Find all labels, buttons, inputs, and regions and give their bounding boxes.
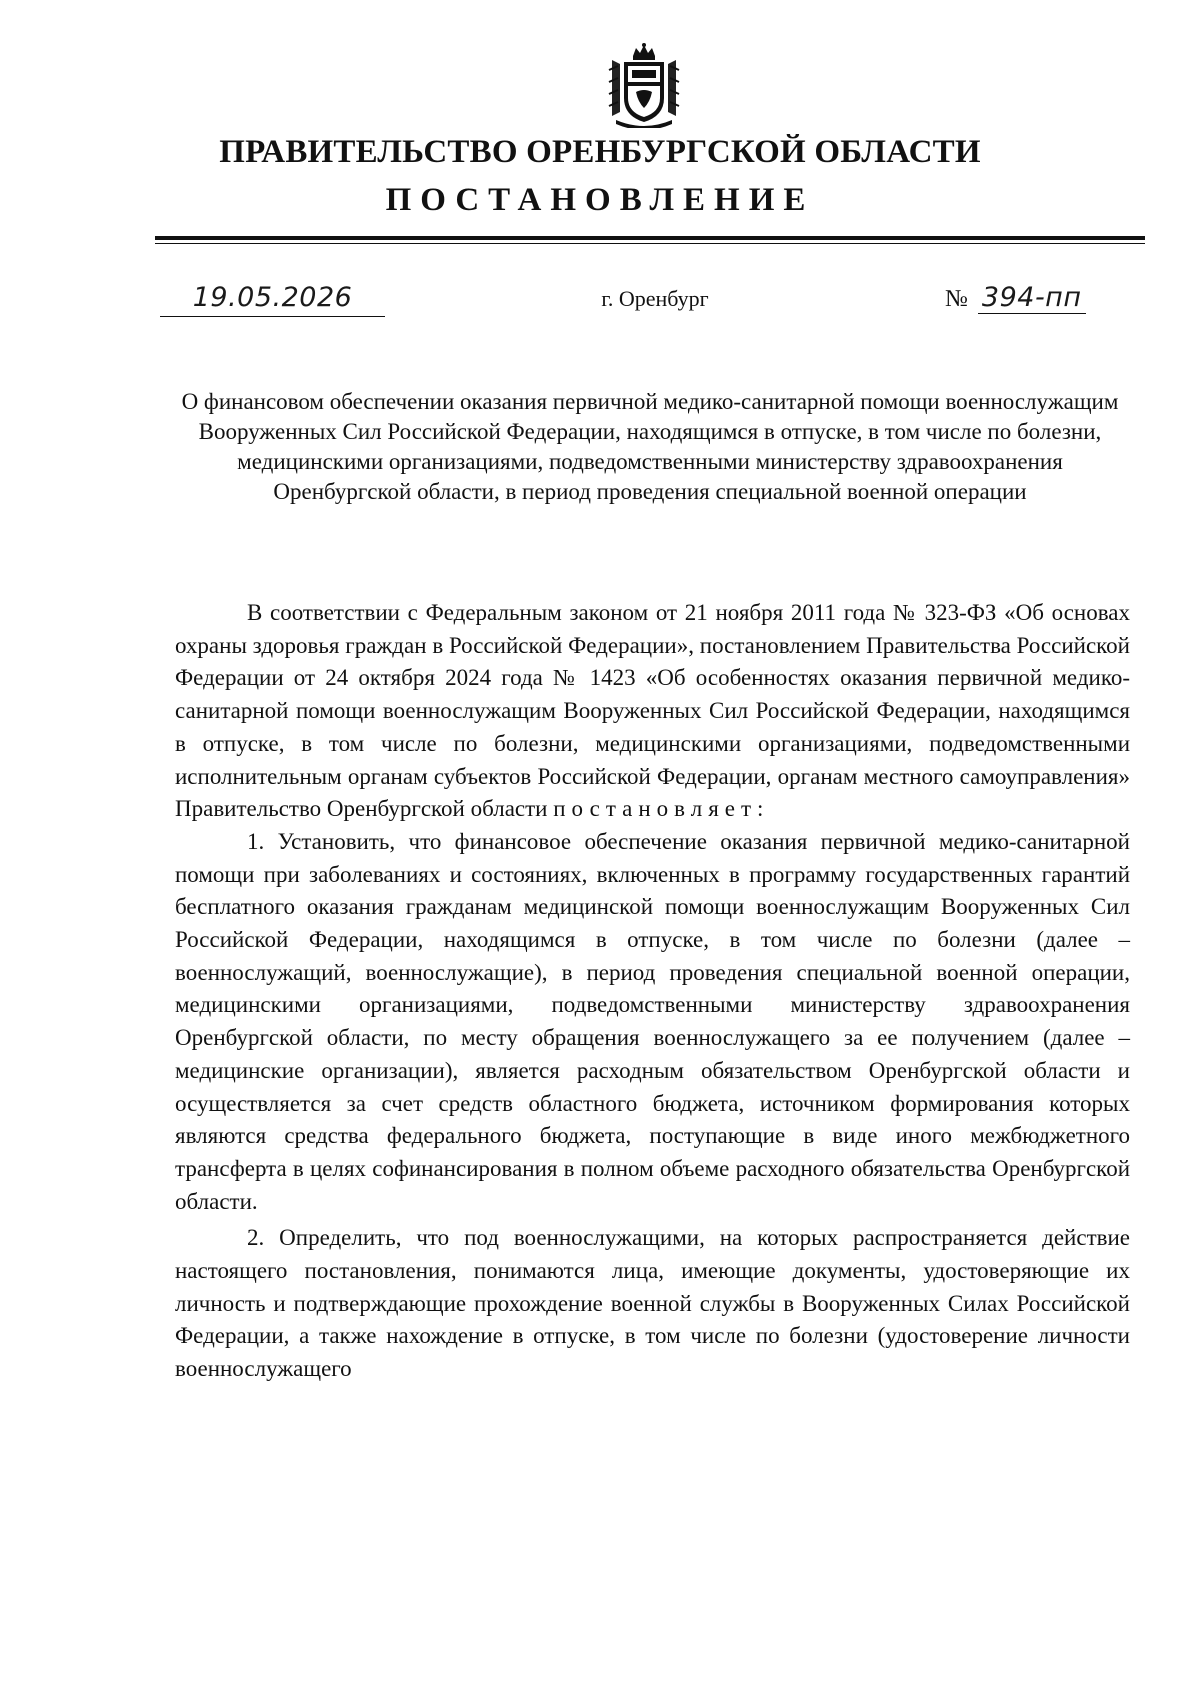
document-meta-row [0, 282, 1200, 322]
document-city: г. Оренбург [601, 286, 709, 311]
number-sign: № [945, 286, 968, 312]
document-number: 394-пп [978, 282, 1086, 314]
document-subject: О финансовом обеспечении оказания первичной медико-санитарной помощи военнослужащим Вооруженных Сил Российской Федерации, находящимся в отпуске, в том числе по болезни, медицинскими организациями, подведомственными министерству здравоохранения Оренбургской области, в период проведения специальной военной операции [181, 389, 1119, 504]
header-divider-thin [155, 243, 1145, 244]
clause-2: 2. Определить, что под военнослужащими, на которых распространяется действие настоящего постановления, понимаются лица, имеющие документы, удостоверяющие их личность и подтверждающие прохождение военной службы в Вооруженных Силах Российской Федерации, а также нахождение в отпуске, в том числе по болезни (удостоверение личности военнослужащего [175, 1225, 1130, 1382]
organization-name: ПРАВИТЕЛЬСТВО ОРЕНБУРГСКОЙ ОБЛАСТИ [219, 134, 981, 170]
document-type-heading: ПОСТАНОВЛЕНИЕ [385, 182, 815, 218]
preamble-text: В соответствии с Федеральным законом от 21 ноября 2011 года № 323-ФЗ «Об основах охраны здоровья граждан в Российской Федерации», постановлением Правительства Российской Федерации от 24 октября 2024 года № 1423 «Об особенностях оказания первичной медико-санитарной помощи военнослужащим Вооруженных Сил Российской Федерации, находящимся в отпуске, в том числе по болезни, медицинскими организациями, подведомственными исполнительным органам субъектов Российской Федерации, органам местного самоуправления» Правительство Оренбургской области [175, 600, 1130, 822]
clause-1: 1. Установить, что финансовое обеспечение оказания первичной медико-санитарной помощи при заболеваниях и состояниях, включенных в программу государственных гарантий бесплатного оказания гражданам медицинской помощи военнослужащим Вооруженных Сил Российской Федерации, находящимся в отпуске, в том числе по болезни (далее – военнослужащий, военнослужащие), в период проведения специальной военной операции, медицинскими организациями, подведомственными министерству здравоохранения Оренбургской области, по месту обращения военнослужащего за ее получением (далее – медицинские организации), является расходным обязательством Оренбургской области и осуществляется за счет средств областного бюджета, источником формирования которых являются средства федерального бюджета, поступающие в виде иного межбюджетного трансферта в целях софинансирования в полном объеме расходного обязательства Оренбургской области. [175, 828, 1130, 1214]
decree-word: постановляет: [553, 796, 770, 822]
document-number-field [945, 282, 1145, 316]
header-divider-thick [155, 236, 1145, 240]
coat-of-arms-icon [606, 42, 682, 128]
preamble-paragraph [175, 597, 1130, 826]
document-body [175, 597, 1130, 1386]
document-date: 19.05.2026 [192, 282, 353, 313]
